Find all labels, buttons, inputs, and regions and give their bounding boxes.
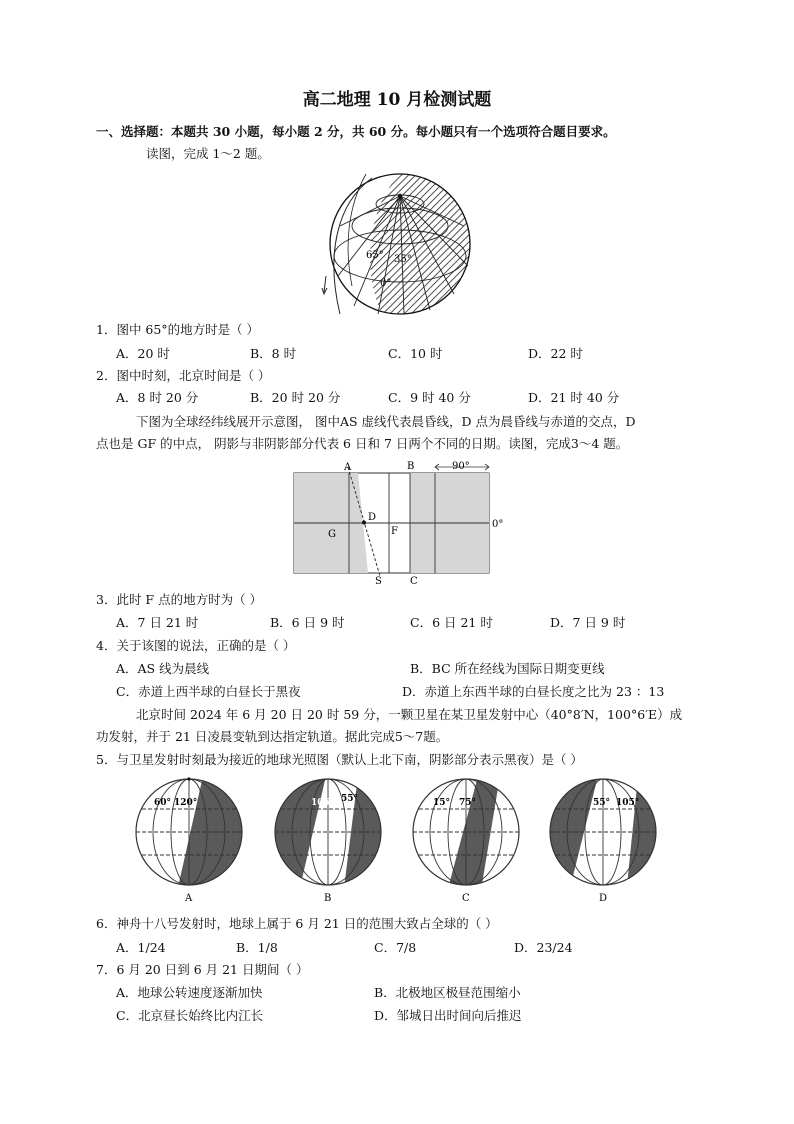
q6-option-a: A．1/24	[116, 940, 166, 955]
q1-option-a: A．20 时	[116, 346, 170, 361]
label-g: G	[328, 529, 336, 540]
q4-stem: 4．关于该图的说法，正确的是（ ）	[96, 638, 296, 653]
q6-stem: 6．神舟十八号发射时，地球上属于 6 月 21 日的范围大致占全球的（ ）	[96, 916, 498, 931]
globe-b-label-2: 55°	[341, 794, 359, 804]
intro-q3-4-line1: 下图为全球经纬线展开示意图， 图中AS 虚线代表晨昏线，D 点为晨昏线与赤道的交点，D	[136, 414, 636, 429]
globe-a-label-1: 60°	[154, 798, 172, 808]
pole-point	[398, 194, 402, 198]
intro-q1-2: 读图，完成 1～2 题。	[146, 146, 270, 161]
q3-option-d: D．7 日 9 时	[550, 615, 626, 630]
label-s: S	[375, 576, 382, 587]
q2-option-b: B．20 时 20 分	[250, 390, 341, 405]
q3-option-c: C．6 日 21 时	[410, 615, 493, 630]
q2-option-d: D．21 时 40 分	[528, 390, 620, 405]
figure-1-globe	[318, 166, 488, 318]
label-d: D	[368, 512, 377, 523]
section-heading: 一、选择题：本题共 30 小题，每小题 2 分，共 60 分。每小题只有一个选项符合题目要求。	[96, 124, 616, 139]
globe-d-letter: D	[599, 893, 608, 904]
globe-d-label-1: 55°	[593, 798, 611, 808]
label-90deg: 90°	[452, 461, 470, 472]
q4-option-d: D．赤道上东西半球的白昼长度之比为 23 ：13	[402, 684, 665, 699]
lat-label-35: 35°	[394, 254, 412, 265]
q1-option-d: D．22 时	[528, 346, 583, 361]
q7-option-b: B．北极地区极昼范围缩小	[374, 985, 521, 1000]
label-f: F	[391, 526, 398, 537]
q4-option-c: C．赤道上西半球的白昼长于黑夜	[116, 684, 301, 699]
globe-d-label-2: 105°	[616, 798, 640, 808]
q6-option-b: B．1/8	[236, 940, 278, 955]
q1-stem: 1．图中 65°的地方时是（ ）	[96, 322, 260, 337]
globe-a-label-2: 120°	[174, 798, 198, 808]
q7-option-c: C．北京昼长始终比内江长	[116, 1008, 264, 1023]
globe-c	[413, 776, 519, 904]
q7-option-d: D．邹城日出时间向后推迟	[374, 1008, 522, 1023]
figure-2-grid	[290, 458, 510, 587]
lat-label-0: 0°	[380, 278, 392, 289]
label-c: C	[410, 576, 418, 587]
q6-option-d: D．23/24	[514, 940, 573, 955]
q7-stem: 7．6 月 20 日到 6 月 21 日期间（ ）	[96, 962, 309, 977]
q2-option-a: A．8 时 20 分	[116, 390, 199, 405]
globe-c-letter: C	[462, 893, 470, 904]
globe-b-label-1: 105°	[311, 798, 335, 808]
label-equator: 0°	[492, 519, 504, 530]
figure-3-globes	[128, 776, 648, 906]
q3-option-b: B．6 日 9 时	[270, 615, 345, 630]
globe-d	[538, 776, 668, 904]
q3-option-a: A．7 日 21 时	[116, 615, 199, 630]
q1-option-c: C．10 时	[388, 346, 443, 361]
q5-stem: 5．与卫星发射时刻最为接近的地球光照图（默认上北下南，阴影部分表示黑夜）是（ ）	[96, 752, 583, 767]
q4-option-a: A．AS 线为晨线	[116, 661, 210, 676]
globe-c-label-2: 75°	[459, 798, 477, 808]
globe-a-letter: A	[185, 893, 193, 904]
q2-option-c: C．9 时 40 分	[388, 390, 471, 405]
globe-a	[136, 776, 248, 904]
q1-option-b: B．8 时	[250, 346, 297, 361]
page-title: 高二地理 10 月检测试题	[302, 90, 492, 110]
q3-stem: 3．此时 F 点的地方时为（ ）	[96, 592, 263, 607]
intro-q5-7-line1: 北京时间 2024 年 6 月 20 日 20 时 59 分，一颗卫星在某卫星发射中心（40°8′N，100°6′E）成	[136, 707, 683, 722]
globe-b-letter: B	[324, 893, 332, 904]
q2-stem: 2．图中时刻，北京时间是（ ）	[96, 368, 271, 383]
label-a: A	[344, 462, 352, 473]
intro-q3-4-line2: 点也是 GF 的中点， 阴影与非阴影部分代表 6 日和 7 日两个不同的日期。读图，完成3～4 题。	[96, 436, 629, 451]
globe-c-label-1: 15°	[433, 798, 451, 808]
intro-q5-7-line2: 功发射，并于 21 日凌晨变轨到达指定轨道。据此完成5～7题。	[96, 729, 449, 744]
globe-b	[268, 776, 388, 904]
point-d	[362, 521, 366, 525]
q4-option-b: B．BC 所在经线为国际日期变更线	[410, 661, 605, 676]
q6-option-c: C．7/8	[374, 940, 417, 955]
lat-label-65: 65°	[366, 250, 384, 261]
label-b: B	[407, 461, 415, 472]
q7-option-a: A．地球公转速度逐渐加快	[116, 985, 263, 1000]
